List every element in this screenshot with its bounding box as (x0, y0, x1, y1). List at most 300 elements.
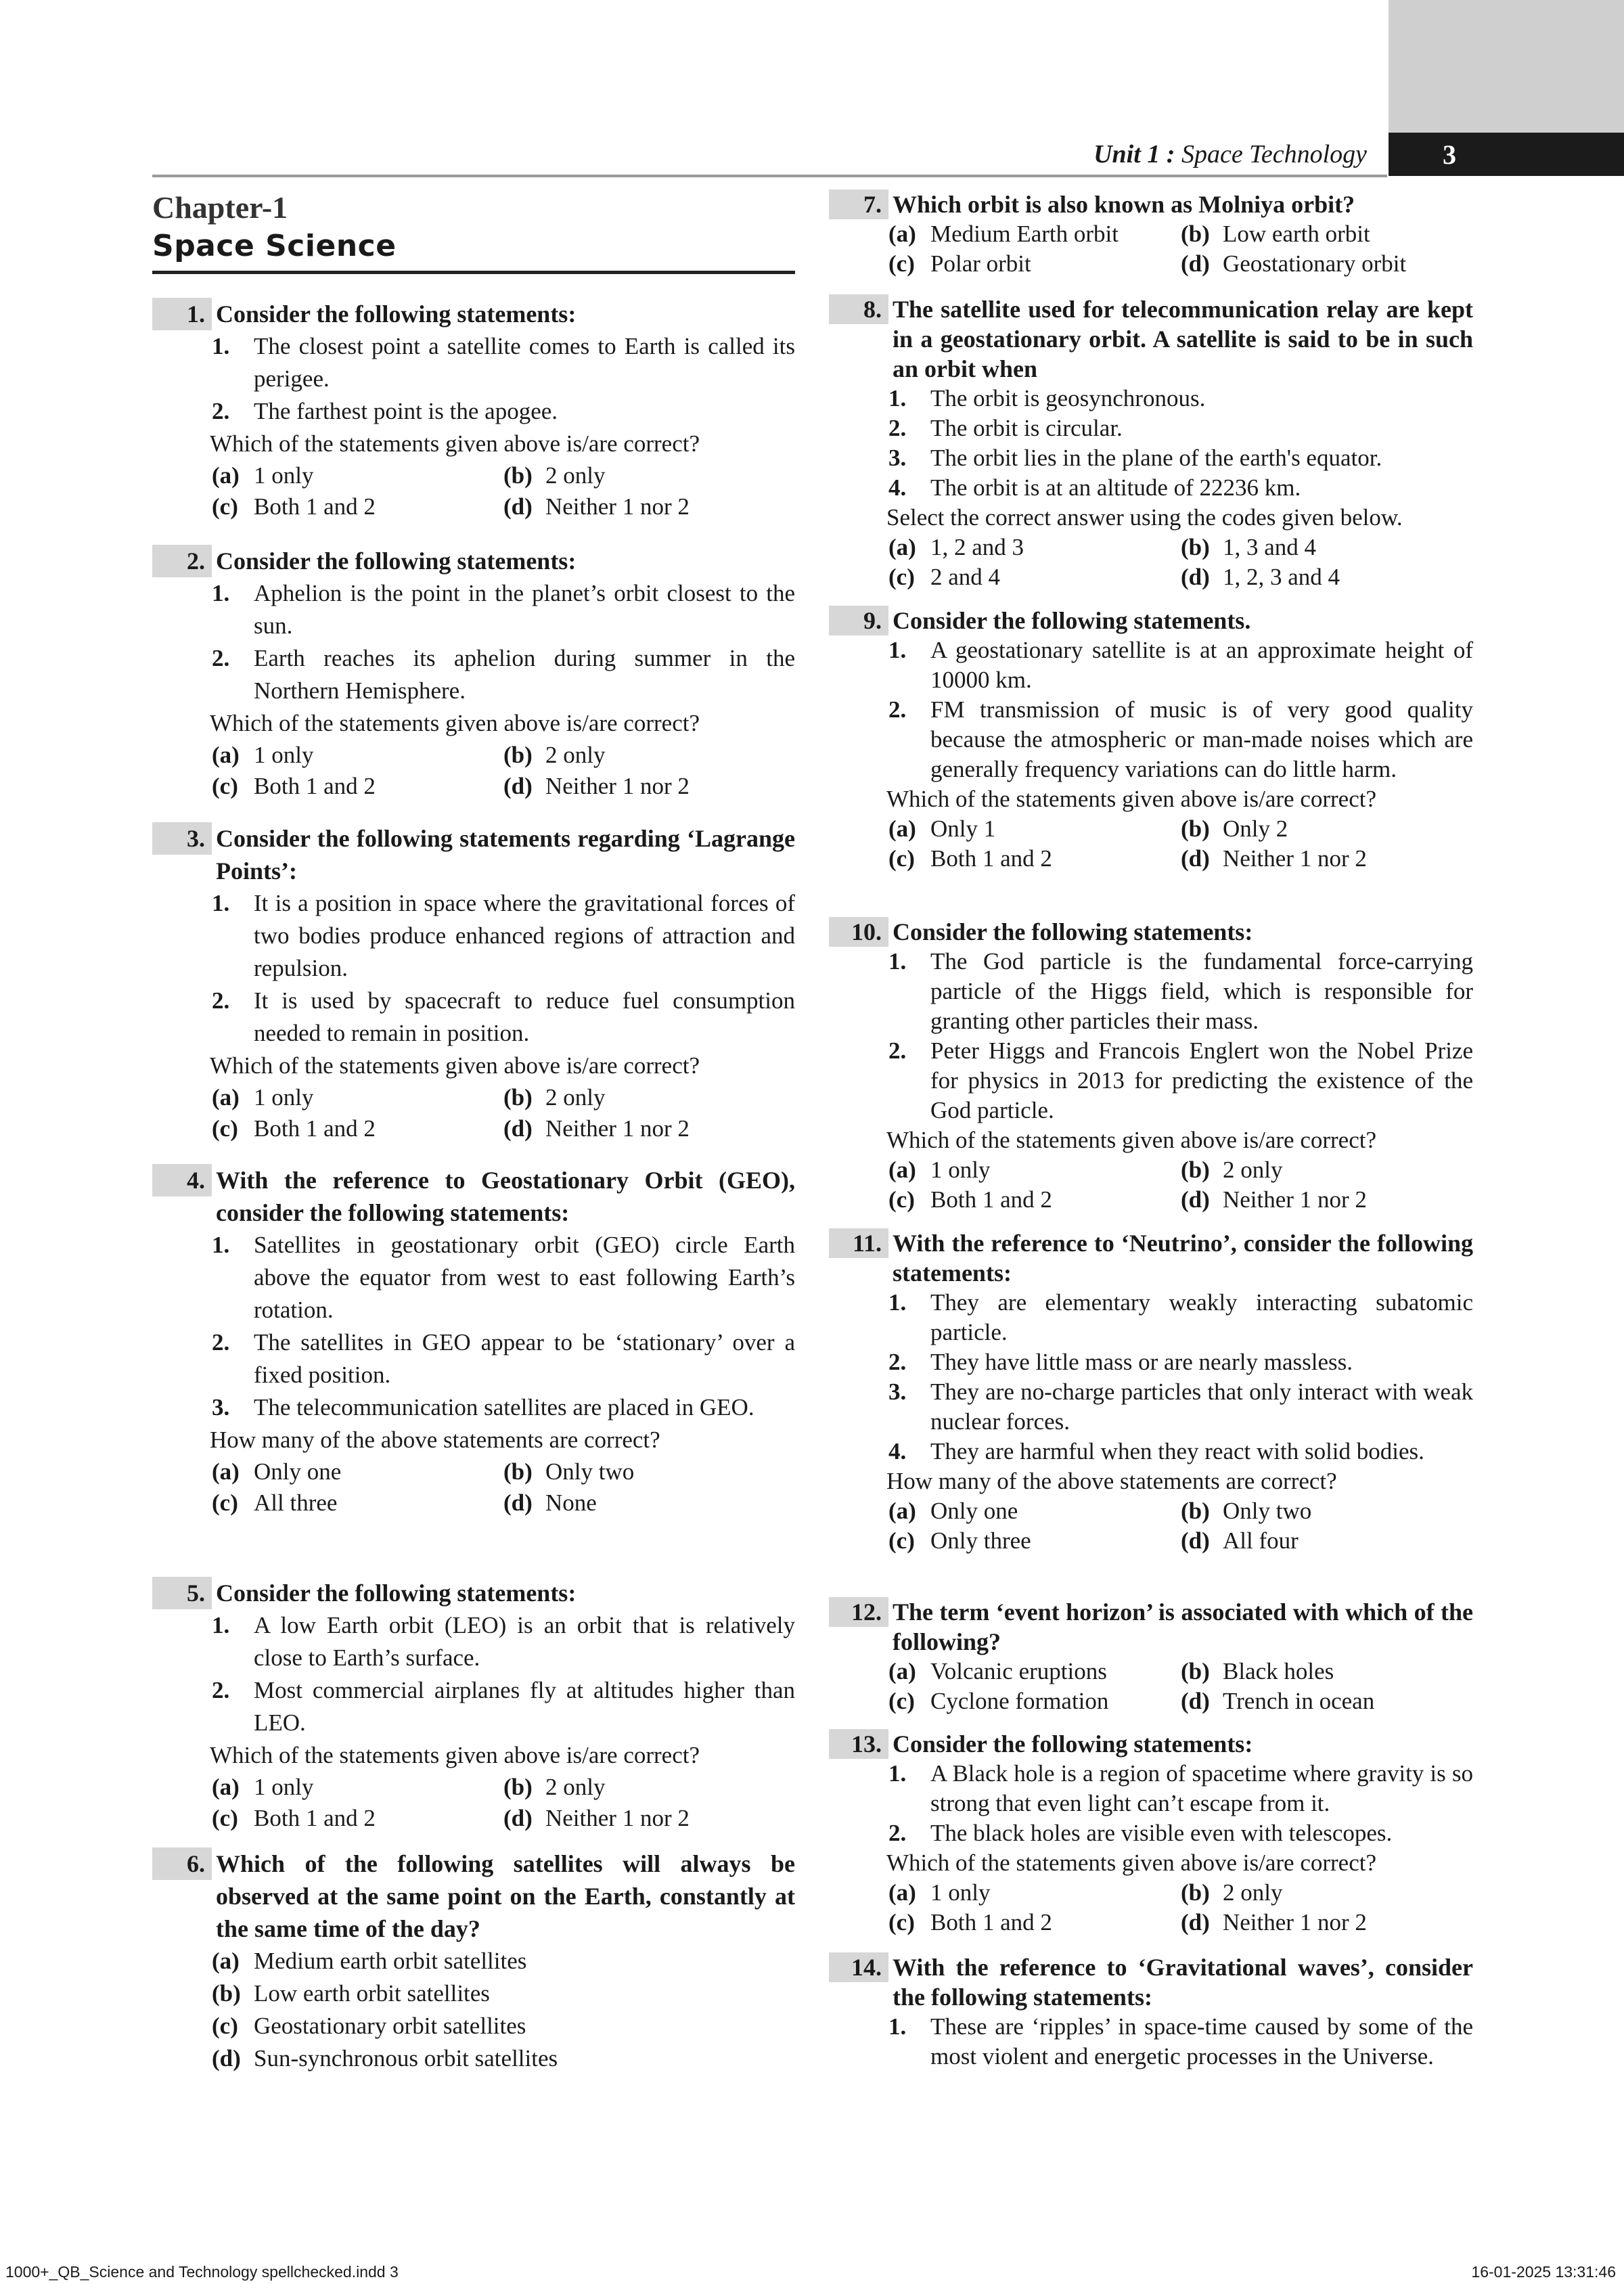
option-label: (b) (1181, 1879, 1210, 1906)
answer-option (888, 1908, 1181, 1938)
option-label: (d) (503, 1805, 533, 1831)
option-text: Only 1 (930, 815, 996, 842)
statement (829, 2012, 1473, 2072)
answer-option (1181, 1657, 1473, 1686)
statement-number: 1. (888, 385, 907, 411)
statement (152, 642, 795, 707)
question-text: Consider the following statements: (216, 1580, 577, 1607)
options-list (829, 1878, 1473, 1938)
option-label: (c) (212, 1805, 238, 1831)
options-list (829, 814, 1473, 874)
statement-number: 2. (212, 1329, 230, 1356)
answer-option (1181, 1526, 1473, 1556)
option-label: (c) (212, 773, 238, 799)
question-prompt: Which of the statements given above is/are correct? (210, 1742, 700, 1768)
statement-text: These are ‘ripples’ in space-time caused by some of the most violent and energetic processes in the Universe. (930, 2013, 1473, 2069)
answer-option (212, 1487, 503, 1519)
option-label: (b) (212, 1980, 241, 2007)
statement-text: The orbit lies in the plane of the earth's equator. (930, 445, 1382, 471)
statement-text: Most commercial airplanes fly at altitudes higher than LEO. (254, 1677, 795, 1736)
question-heading (829, 606, 1473, 635)
statement-number: 2. (888, 696, 907, 723)
question-block (829, 917, 1473, 1215)
answer-option (212, 491, 503, 522)
statement (829, 473, 1473, 503)
statement (829, 1347, 1473, 1377)
question-number: 5. (152, 1577, 212, 1609)
answer-option (1181, 1878, 1473, 1908)
header-rule (152, 175, 1387, 177)
answer-option (888, 814, 1181, 844)
question-text: Consider the following statements: (216, 547, 577, 575)
option-text: Only one (930, 1498, 1018, 1524)
option-label: (c) (888, 250, 915, 277)
option-label: (c) (888, 1186, 915, 1213)
option-text: 2 only (545, 462, 606, 489)
options-list (829, 1496, 1473, 1556)
option-text: Only two (545, 1458, 635, 1485)
question-prompt: Which of the statements given above is/are correct? (886, 1850, 1376, 1876)
statement (829, 695, 1473, 784)
answer-option (1181, 1908, 1473, 1938)
question-block (829, 294, 1473, 592)
statement-text: Earth reaches its aphelion during summer in the Northern Hemisphere. (254, 645, 795, 704)
corner-tab (1389, 0, 1624, 133)
statement-number: 2. (888, 1037, 907, 1064)
options-list (829, 1657, 1473, 1716)
option-text: All three (254, 1490, 338, 1516)
option-text: Medium Earth orbit (930, 221, 1119, 247)
answer-option (1181, 1185, 1473, 1215)
answer-option (503, 460, 795, 491)
question-heading (829, 1952, 1473, 2012)
statement (829, 1377, 1473, 1437)
statement (829, 413, 1473, 443)
statement-number: 2. (212, 987, 230, 1014)
answer-option (1181, 1686, 1473, 1716)
statement-text: The black holes are visible even with telescopes. (930, 1820, 1393, 1846)
option-label: (d) (1181, 1688, 1210, 1714)
statement-text: The orbit is at an altitude of 22236 km. (930, 474, 1301, 501)
statement-number: 2. (212, 645, 230, 671)
option-text: Both 1 and 2 (254, 493, 376, 520)
statement (152, 1609, 795, 1674)
statement-number: 1. (888, 1760, 907, 1787)
question-number: 7. (829, 189, 888, 219)
statement-text: They are no-charge particles that only interact with weak nuclear forces. (930, 1379, 1473, 1435)
option-text: Low earth orbit (1223, 221, 1370, 247)
question-heading (829, 1228, 1473, 1288)
options-list (152, 1772, 795, 1834)
question-prompt: Which of the statements given above is/are correct? (886, 786, 1376, 812)
statement-text: The farthest point is the apogee. (254, 398, 558, 424)
option-text: Medium earth orbit satellites (254, 1948, 527, 1974)
statement-number: 1. (212, 580, 230, 606)
answer-option (503, 771, 795, 802)
option-label: (b) (1181, 1157, 1210, 1183)
option-label: (b) (503, 1084, 533, 1111)
option-text: 2 and 4 (930, 564, 1001, 590)
option-text: Neither 1 nor 2 (545, 773, 690, 799)
option-label: (a) (888, 1879, 916, 1906)
option-label: (d) (503, 773, 533, 799)
answer-option (1181, 562, 1473, 592)
option-label: (d) (503, 1115, 533, 1142)
option-text: Both 1 and 2 (254, 1805, 376, 1831)
answer-option (212, 1113, 503, 1144)
options-list (829, 533, 1473, 592)
option-label: (d) (1181, 1527, 1210, 1554)
statement-text: They are elementary weakly interacting subatomic particle. (930, 1289, 1473, 1345)
statement (829, 947, 1473, 1036)
statement (829, 1288, 1473, 1347)
answer-option (212, 771, 503, 802)
question-text: With the reference to ‘Gravitational waves’, consider the following statements: (893, 1954, 1473, 2011)
statement-number: 3. (888, 1379, 907, 1405)
option-text: 2 only (1223, 1157, 1283, 1183)
option-text: Both 1 and 2 (930, 1186, 1052, 1213)
option-text: Both 1 and 2 (930, 1909, 1052, 1935)
question-prompt: Which of the statements given above is/are correct? (210, 710, 700, 736)
question-heading (829, 1597, 1473, 1657)
statement-text: A Black hole is a region of spacetime where gravity is so strong that even light can’t escape from it. (930, 1760, 1473, 1816)
option-text: Low earth orbit satellites (254, 1980, 490, 2007)
option-text: Only 2 (1223, 815, 1288, 842)
option-text: All four (1223, 1527, 1299, 1554)
statement-number: 1. (212, 1612, 230, 1638)
question-number: 11. (829, 1228, 888, 1258)
option-label: (a) (212, 742, 240, 768)
answer-option (888, 562, 1181, 592)
question-number: 12. (829, 1597, 888, 1627)
statement (152, 395, 795, 428)
option-label: (d) (503, 1490, 533, 1516)
option-text: 1 only (254, 1084, 314, 1111)
option-text: Only three (930, 1527, 1031, 1554)
statement-text: The orbit is circular. (930, 415, 1123, 441)
answer-option (503, 740, 795, 771)
option-label: (d) (1181, 564, 1210, 590)
statement-text: The orbit is geosynchronous. (930, 385, 1206, 411)
question-prompt: Select the correct answer using the codes given below. (886, 504, 1403, 531)
option-text: Neither 1 nor 2 (1223, 1909, 1367, 1935)
option-label: (c) (888, 1527, 915, 1554)
question-block (829, 1729, 1473, 1938)
option-label: (a) (888, 815, 916, 842)
option-text: Neither 1 nor 2 (545, 493, 690, 520)
statement-number: 1. (888, 948, 907, 975)
answer-option (1181, 533, 1473, 562)
question-heading (829, 294, 1473, 384)
question-text: Consider the following statements. (893, 607, 1251, 634)
option-label: (c) (212, 1490, 238, 1516)
question-text: Consider the following statements: (216, 300, 577, 328)
option-text: Neither 1 nor 2 (1223, 845, 1367, 872)
statement (829, 443, 1473, 473)
answer-option (503, 1803, 795, 1834)
answer-option (888, 1526, 1181, 1556)
question-number: 10. (829, 917, 888, 947)
statement-text: A geostationary satellite is at an approximate height of 10000 km. (930, 637, 1473, 693)
option-text: 1, 2 and 3 (930, 534, 1024, 560)
option-text: Trench in ocean (1223, 1688, 1375, 1714)
question-text: Consider the following statements regarding ‘Lagrange Points’: (216, 825, 795, 885)
chapter-rule (152, 271, 795, 274)
statement-text: They have little mass or are nearly massless. (930, 1349, 1353, 1375)
statement-number: 4. (888, 1438, 907, 1464)
question-text: Consider the following statements: (893, 1730, 1253, 1757)
statement (152, 1674, 795, 1739)
statement-text: A low Earth orbit (LEO) is an orbit that is relatively close to Earth’s surface. (254, 1612, 795, 1671)
statement (829, 1036, 1473, 1125)
chapter-label: Chapter-1 (152, 190, 288, 225)
statement-text: They are harmful when they react with solid bodies. (930, 1438, 1424, 1464)
statement (829, 384, 1473, 413)
option-label: (a) (212, 1948, 240, 1974)
statement-number: 2. (212, 1677, 230, 1703)
question-heading (152, 1164, 795, 1229)
option-text: 1 only (930, 1157, 991, 1183)
option-text: Cyclone formation (930, 1688, 1109, 1714)
option-text: Neither 1 nor 2 (545, 1115, 690, 1142)
option-label: (d) (1181, 1909, 1210, 1935)
statement-text: The God particle is the fundamental force-carrying particle of the Higgs field, which is responsible for granting other particles their mass. (930, 948, 1473, 1034)
statement (152, 1229, 795, 1326)
question-heading (152, 1848, 795, 1945)
option-text: Black holes (1223, 1658, 1334, 1684)
question-block (152, 822, 795, 1144)
chapter-title: Space Science (152, 229, 397, 263)
statement-text: It is used by spacecraft to reduce fuel consumption needed to remain in position. (254, 987, 795, 1046)
statement-number: 1. (212, 890, 230, 916)
question-number: 3. (152, 822, 212, 855)
statement-number: 2. (888, 1349, 907, 1375)
question-text: The term ‘event horizon’ is associated with which of the following? (893, 1598, 1473, 1655)
answer-option (212, 1772, 503, 1803)
question-text: With the reference to Geostationary Orbit (GEO), consider the following statements: (216, 1167, 795, 1226)
statement-number: 2. (888, 1820, 907, 1846)
statement-number: 1. (212, 333, 230, 359)
statement (152, 887, 795, 985)
option-label: (a) (888, 1658, 916, 1684)
question-block (152, 1848, 795, 2075)
option-label: (c) (212, 493, 238, 520)
question-number: 8. (829, 294, 888, 324)
question-heading (152, 1577, 795, 1609)
option-label: (b) (1181, 1498, 1210, 1524)
options-list (152, 1456, 795, 1519)
statement-text: The closest point a satellite comes to Earth is called its perigee. (254, 333, 795, 392)
unit-title: Space Technology (1181, 140, 1367, 169)
option-text: 1, 3 and 4 (1223, 534, 1317, 560)
question-prompt: How many of the above statements are correct? (886, 1468, 1337, 1494)
options-list (152, 1082, 795, 1144)
option-text: Only two (1223, 1498, 1312, 1524)
option-label: (a) (888, 1498, 916, 1524)
question-prompt: How many of the above statements are correct? (210, 1427, 660, 1453)
question-heading (829, 189, 1473, 219)
option-label: (c) (888, 1688, 915, 1714)
question-number: 1. (152, 298, 212, 330)
option-text: Only one (254, 1458, 342, 1485)
option-text: 1 only (254, 742, 314, 768)
question-block (152, 545, 795, 802)
question-number: 13. (829, 1729, 888, 1759)
unit-number: Unit 1 : (1093, 140, 1175, 169)
answer-option (503, 1082, 795, 1113)
answer-option (888, 1657, 1181, 1686)
answer-option (888, 844, 1181, 874)
statement-number: 3. (888, 445, 907, 471)
option-text: Neither 1 nor 2 (545, 1805, 690, 1831)
statement (152, 1326, 795, 1391)
option-text: 1 only (254, 1774, 314, 1800)
answer-option (503, 1772, 795, 1803)
option-text: 2 only (545, 742, 606, 768)
option-label: (a) (212, 462, 240, 489)
answer-option (1181, 1496, 1473, 1526)
answer-option (888, 1155, 1181, 1185)
option-text: Volcanic eruptions (930, 1658, 1107, 1684)
option-label: (a) (212, 1458, 240, 1485)
answer-option (212, 1803, 503, 1834)
statement (152, 330, 795, 395)
answer-option (212, 1977, 795, 2010)
option-label: (b) (503, 1458, 533, 1485)
question-heading (829, 917, 1473, 947)
question-block (829, 1952, 1473, 2072)
footer-file: 1000+_QB_Science and Technology spellchecked.indd 3 (5, 2263, 399, 2281)
answer-option (888, 1686, 1181, 1716)
answer-option (1181, 844, 1473, 874)
option-label: (b) (1181, 534, 1210, 560)
option-label: (a) (888, 1157, 916, 1183)
option-label: (d) (503, 493, 533, 520)
option-text: 1 only (254, 462, 314, 489)
statement (152, 1391, 795, 1424)
option-text: 1 only (930, 1879, 991, 1906)
option-label: (b) (1181, 1658, 1210, 1684)
statement-number: 1. (888, 1289, 907, 1316)
answer-option (1181, 249, 1473, 279)
option-label: (d) (212, 2045, 241, 2072)
answer-option (212, 1945, 795, 1977)
answer-option (888, 533, 1181, 562)
answer-option (888, 219, 1181, 249)
option-text: Both 1 and 2 (254, 773, 376, 799)
answer-option (888, 1878, 1181, 1908)
answer-option (503, 491, 795, 522)
option-label: (a) (212, 1084, 240, 1111)
statement-text: FM transmission of music is of very good quality because the atmospheric or man-made noises which are generally frequency variations can do little harm. (930, 696, 1473, 782)
statement-number: 1. (888, 637, 907, 663)
question-number: 14. (829, 1952, 888, 1982)
statement-number: 2. (212, 398, 230, 424)
question-block (152, 298, 795, 522)
question-text: Which of the following satellites will always be observed at the same point on the Earth, constantly at the same time of the day? (216, 1850, 795, 1942)
option-text: None (545, 1490, 597, 1516)
option-text: 2 only (545, 1084, 606, 1111)
answer-option (888, 1185, 1181, 1215)
option-text: Neither 1 nor 2 (1223, 1186, 1367, 1213)
option-label: (c) (888, 1909, 915, 1935)
question-block (829, 1597, 1473, 1716)
answer-option (1181, 1155, 1473, 1185)
statement (152, 985, 795, 1050)
option-text: Sun-synchronous orbit satellites (254, 2045, 558, 2072)
option-label: (d) (1181, 845, 1210, 872)
option-text: Polar orbit (930, 250, 1031, 277)
statement-number: 3. (212, 1394, 230, 1420)
question-prompt: Which of the statements given above is/are correct? (210, 430, 700, 457)
answer-option (1181, 219, 1473, 249)
question-block (829, 1228, 1473, 1556)
option-label: (a) (888, 534, 916, 560)
answer-option (212, 1082, 503, 1113)
option-label: (b) (1181, 221, 1210, 247)
answer-option (212, 1456, 503, 1487)
statement-number: 4. (888, 474, 907, 501)
question-block (829, 606, 1473, 874)
option-label: (c) (888, 564, 915, 590)
question-number: 9. (829, 606, 888, 635)
option-text: 2 only (1223, 1879, 1283, 1906)
options-list (152, 740, 795, 802)
option-label: (a) (888, 221, 916, 247)
question-number: 4. (152, 1164, 212, 1196)
option-label: (c) (888, 845, 915, 872)
statement-number: 2. (888, 415, 907, 441)
option-label: (d) (1181, 1186, 1210, 1213)
page-number: 3 (1389, 133, 1624, 176)
answer-option (503, 1456, 795, 1487)
statement-text: Peter Higgs and Francois Englert won the Nobel Prize for physics in 2013 for predicting the existence of the God particle. (930, 1037, 1473, 1123)
answer-option (503, 1487, 795, 1519)
question-number: 2. (152, 545, 212, 577)
question-heading (152, 822, 795, 887)
option-text: 1, 2, 3 and 4 (1223, 564, 1340, 590)
statement-text: It is a position in space where the gravitational forces of two bodies produce enhanced regions of attraction and repulsion. (254, 890, 795, 981)
running-header (1093, 139, 1367, 169)
question-heading (829, 1729, 1473, 1759)
options-list (829, 1155, 1473, 1215)
option-label: (c) (212, 2013, 238, 2039)
statement-text: The telecommunication satellites are placed in GEO. (254, 1394, 754, 1420)
question-block (152, 1577, 795, 1834)
question-block (829, 189, 1473, 279)
option-label: (b) (503, 462, 533, 489)
statement (829, 635, 1473, 695)
statement (829, 1759, 1473, 1818)
statement (829, 1437, 1473, 1466)
question-text: Which orbit is also known as Molniya orbit? (893, 191, 1355, 218)
option-label: (b) (503, 1774, 533, 1800)
option-label: (c) (212, 1115, 238, 1142)
answer-option (212, 740, 503, 771)
answer-option (503, 1113, 795, 1144)
options-list (152, 1945, 795, 2075)
statement (152, 577, 795, 642)
answer-option (212, 2010, 795, 2042)
answer-option (888, 1496, 1181, 1526)
question-heading (152, 545, 795, 577)
statement-text: Satellites in geostationary orbit (GEO) circle Earth above the equator from west to east following Earth’s rotation. (254, 1232, 795, 1323)
question-block (152, 1164, 795, 1519)
option-text: Geostationary orbit satellites (254, 2013, 526, 2039)
option-text: Both 1 and 2 (930, 845, 1052, 872)
answer-option (212, 460, 503, 491)
answer-option (888, 249, 1181, 279)
